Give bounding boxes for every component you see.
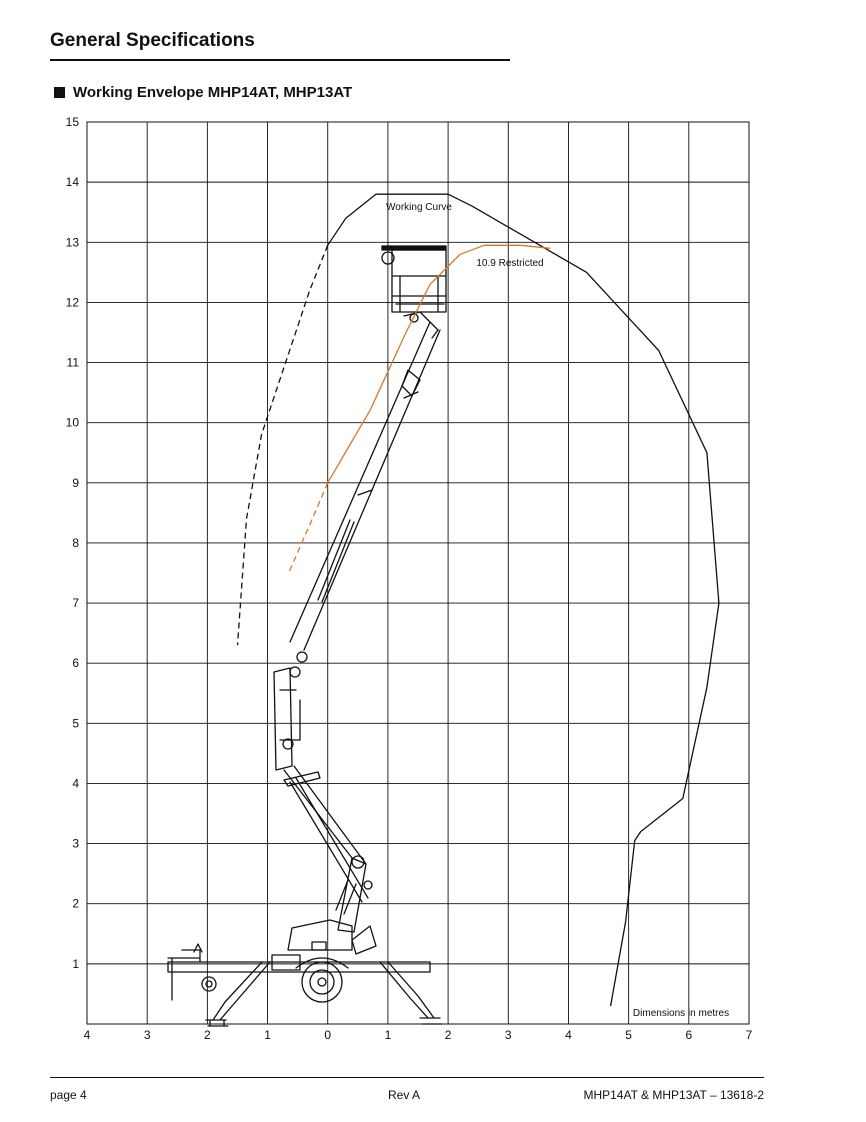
restricted-curve-dashed — [289, 483, 328, 573]
annotation-label: Dimensions in metres — [632, 1008, 730, 1019]
working-curve-solid — [328, 194, 719, 1006]
boom-lift-drawing-icon — [168, 246, 446, 1026]
annotation-label: Working Curve — [386, 202, 452, 213]
y-tick-label: 12 — [65, 295, 79, 310]
x-tick-label: 4 — [565, 1028, 572, 1042]
y-tick-label: 14 — [65, 175, 79, 190]
x-tick-label: 3 — [504, 1028, 512, 1042]
chart-curves — [238, 194, 719, 1006]
footer-rule — [50, 1077, 764, 1078]
footer-page-number: page 4 — [50, 1088, 87, 1102]
y-tick-label: 7 — [72, 596, 79, 611]
y-tick-label: 9 — [72, 475, 79, 490]
chart-grid — [87, 122, 749, 1024]
y-tick-label: 10 — [65, 415, 79, 430]
y-tick-label: 5 — [72, 716, 79, 731]
x-tick-label: 7 — [745, 1028, 753, 1042]
x-tick-label: 2 — [204, 1028, 211, 1042]
x-tick-label: 6 — [685, 1028, 693, 1042]
footer-document-id: MHP14AT & MHP13AT – 13618-2 — [583, 1088, 764, 1102]
y-tick-label: 15 — [65, 115, 79, 129]
y-tick-label: 1 — [72, 956, 79, 971]
y-tick-label: 2 — [72, 896, 79, 911]
x-tick-label: 5 — [625, 1028, 632, 1042]
x-tick-label: 2 — [444, 1028, 452, 1042]
footer-revision: Rev A — [388, 1088, 421, 1102]
y-tick-label: 6 — [72, 656, 79, 671]
y-tick-label: 3 — [72, 836, 79, 851]
x-tick-label: 3 — [143, 1028, 151, 1042]
annotation-label: 10.9 Restricted — [476, 258, 544, 269]
y-tick-label: 4 — [72, 776, 79, 791]
subtitle-text: Working Envelope MHP14AT, MHP13AT — [73, 84, 353, 101]
section-title: General Specifications — [50, 30, 255, 51]
chart-annotations — [386, 202, 729, 1019]
x-tick-label: 4 — [83, 1028, 91, 1042]
x-tick-label: 1 — [264, 1028, 271, 1042]
x-tick-label: 0 — [324, 1028, 332, 1042]
y-tick-label: 8 — [72, 535, 79, 550]
chart-ticks — [66, 115, 753, 1042]
y-tick-label: 11 — [66, 355, 79, 370]
y-tick-label: 13 — [65, 235, 79, 250]
x-tick-label: 1 — [384, 1028, 392, 1042]
plot-frame — [87, 122, 749, 1024]
restricted-curve-solid — [328, 245, 551, 482]
